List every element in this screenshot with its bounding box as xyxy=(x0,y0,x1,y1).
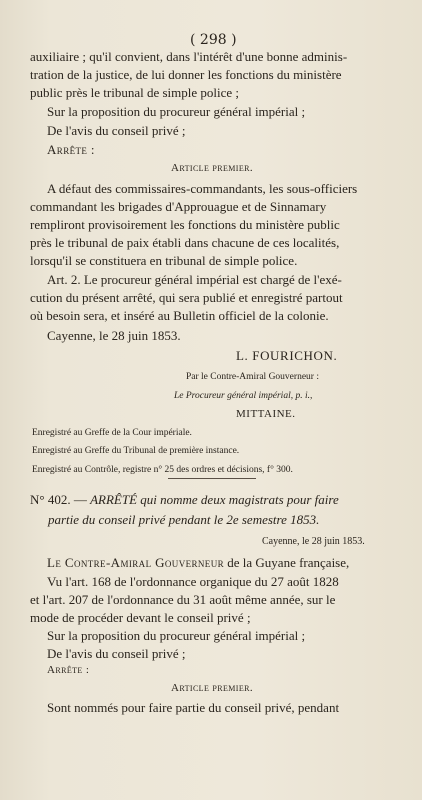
decree-title-text: ARRÊTÉ qui nomme deux magistrats pour faire xyxy=(90,492,339,507)
text-line: commandant les brigades d'Approuague et de Sinnamary xyxy=(30,199,327,214)
page-number: ( 298 ) xyxy=(190,32,237,48)
text-line: tration de la justice, de lui donner les fonctions du ministère xyxy=(30,67,342,82)
text-line: Vu l'art. 168 de l'ordonnance organique du 27 août 1828 xyxy=(47,574,339,589)
registration-line: Enregistré au Greffe de la Cour impériale. xyxy=(32,428,192,438)
text-line xyxy=(47,555,349,571)
text-line: cution du présent arrêté, qui sera publié et enregistré partout xyxy=(30,290,343,305)
text-line: Art. 2. Le procureur général impérial est chargé de l'exé- xyxy=(47,272,342,287)
text-line: Sur la proposition du procureur général impérial ; xyxy=(47,104,306,119)
text-line: public près le tribunal de simple police ; xyxy=(30,85,240,100)
decree-title-line2: partie du conseil privé pendant le 2e semestre 1853. xyxy=(48,512,320,527)
separator-rule xyxy=(168,478,256,479)
text-line: De l'avis du conseil privé ; xyxy=(47,646,186,661)
decree-title xyxy=(30,492,339,508)
registration-line: Enregistré au Contrôle, registre n° 25 des ordres et décisions, f° 300. xyxy=(32,465,293,475)
signature-title: Par le Contre-Amiral Gouverneur : xyxy=(186,372,319,382)
text-line: De l'avis du conseil privé ; xyxy=(47,123,186,138)
place-date: Cayenne, le 28 juin 1853. xyxy=(262,536,365,547)
signature-name-2: MITTAINE. xyxy=(236,408,296,420)
governor-title: Le Contre-Amiral Gouverneur xyxy=(47,555,225,570)
text-line: mode de procéder devant le conseil privé ; xyxy=(30,610,251,625)
governor-title-rest: de la Guyane française, xyxy=(224,555,350,570)
signature-role: Le Procureur général impérial, p. i., xyxy=(174,391,313,401)
article-heading: Article premier. xyxy=(171,162,254,174)
text-line: rempliront provisoirement les fonctions du ministère public xyxy=(30,217,340,232)
text-line: lorsqu'il se constituera en tribunal de simple police. xyxy=(30,253,298,268)
text-line: Sont nommés pour faire partie du conseil privé, pendant xyxy=(47,700,340,715)
text-line: A défaut des commissaires-commandants, les sous-officiers xyxy=(47,181,358,196)
registration-line: Enregistré au Greffe du Tribunal de première instance. xyxy=(32,446,240,456)
text-line: auxiliaire ; qu'il convient, dans l'intérêt d'une bonne adminis- xyxy=(30,49,348,64)
article-heading: Article premier. xyxy=(171,682,254,694)
arrete-heading: Arrête : xyxy=(47,664,90,676)
signature-name: L. FOURICHON. xyxy=(236,348,338,363)
text-line: près le tribunal de paix établi dans chacune de ces localités, xyxy=(30,235,340,250)
text-line: et l'art. 207 de l'ordonnance du 31 août même année, sur le xyxy=(30,592,336,607)
place-date: Cayenne, le 28 juin 1853. xyxy=(47,328,181,343)
text-line: Sur la proposition du procureur général impérial ; xyxy=(47,628,306,643)
decree-number: N° 402. — xyxy=(30,492,87,507)
text-line: où besoin sera, et inséré au Bulletin officiel de la colonie. xyxy=(30,308,329,323)
arrete-heading: Arrête : xyxy=(47,142,95,157)
